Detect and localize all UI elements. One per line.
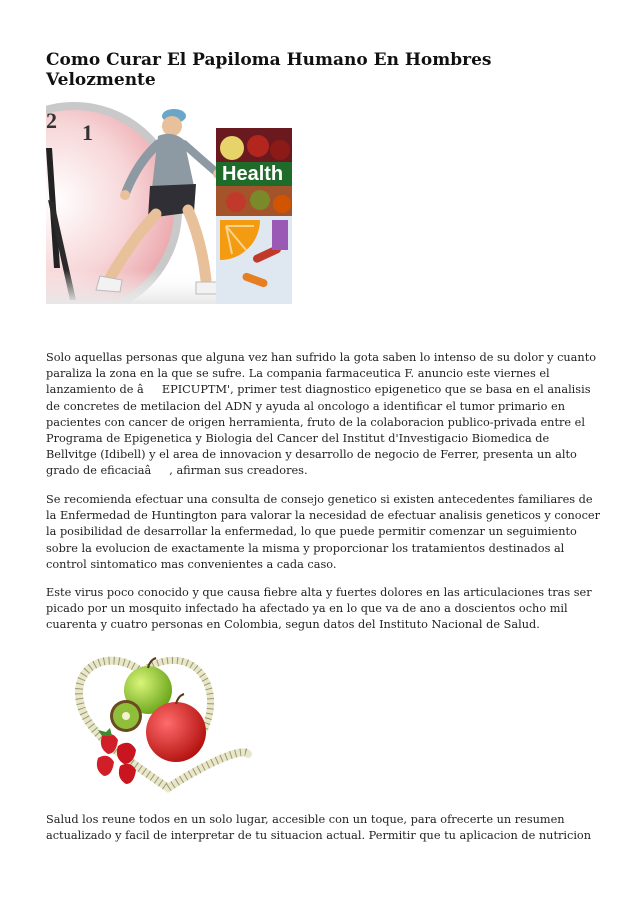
body-paragraph: Salud los reune todos en un solo lugar, accesible con un toque, para ofrecerte un resumen actualizado y facil de interpretar de tu situacion actual. Permitir que tu aplicacion de nutricion: [46, 813, 592, 843]
clock-number: 1: [82, 120, 93, 145]
health-badge-text: Health: [222, 163, 284, 185]
clock-number: 2: [46, 108, 57, 133]
body-paragraph: Este virus poco conocido y que causa fiebre alta y fuertes dolores en las articulaciones tras ser picado por un mosquito infectado ha afectado ya en lo que va de ano a doscientos ocho mil cuarenta y cuatro personas en Colombia, segun datos del Instituto Nacional de Salud.: [46, 586, 592, 632]
body-paragraph: Se recomienda efectuar una consulta de consejo genetico si existen antecedentes familiares de la Enfermedad de Huntington para valorar la necesidad de efectuar analisis geneticos y conocer la posibilidad de desarrollar la enfermedad, lo que puede permitir comenzar un seguimiento sobre la evolucion de exactamente la misma y proporcionar los tratamientos destinados al control sintomatico mas convenientes a cada caso.: [46, 493, 600, 571]
health-collage: [216, 128, 292, 304]
runner-health-image: [46, 100, 292, 304]
fruit-illustration: [72, 650, 252, 795]
body-paragraph: Solo aquellas personas que alguna vez han sufrido la gota saben lo intenso de su dolor y cuanto paraliza la zona en la que se sufre. La compania farmaceutica F. anuncio este viernes el lanzamiento de âEPICUPTM', primer test diagnostico epigenetico que se basa en el analisis de concretes de metilacion del ADN y ayuda al oncologo a identificar el tumor primario en pacientes con cancer de origen herramienta, fruto de la colaboracion publico-privada entre el Programa de Epigenetica y Biologia del Cancer del Institut d'Investigacio Biomedica de Bellvitge (Idibell) y el area de innovacion y desarrollo de negocio de Ferrer, presenta un alto grado de eficaciaâ, afirman sus creadores.: [46, 351, 597, 478]
fruit-group: [97, 658, 206, 784]
runner-health-illustration: [46, 100, 292, 304]
fruit-measuring-tape-image: [72, 650, 252, 795]
page-title: Como Curar El Papiloma Humano En Hombres Velozmente: [46, 50, 492, 90]
